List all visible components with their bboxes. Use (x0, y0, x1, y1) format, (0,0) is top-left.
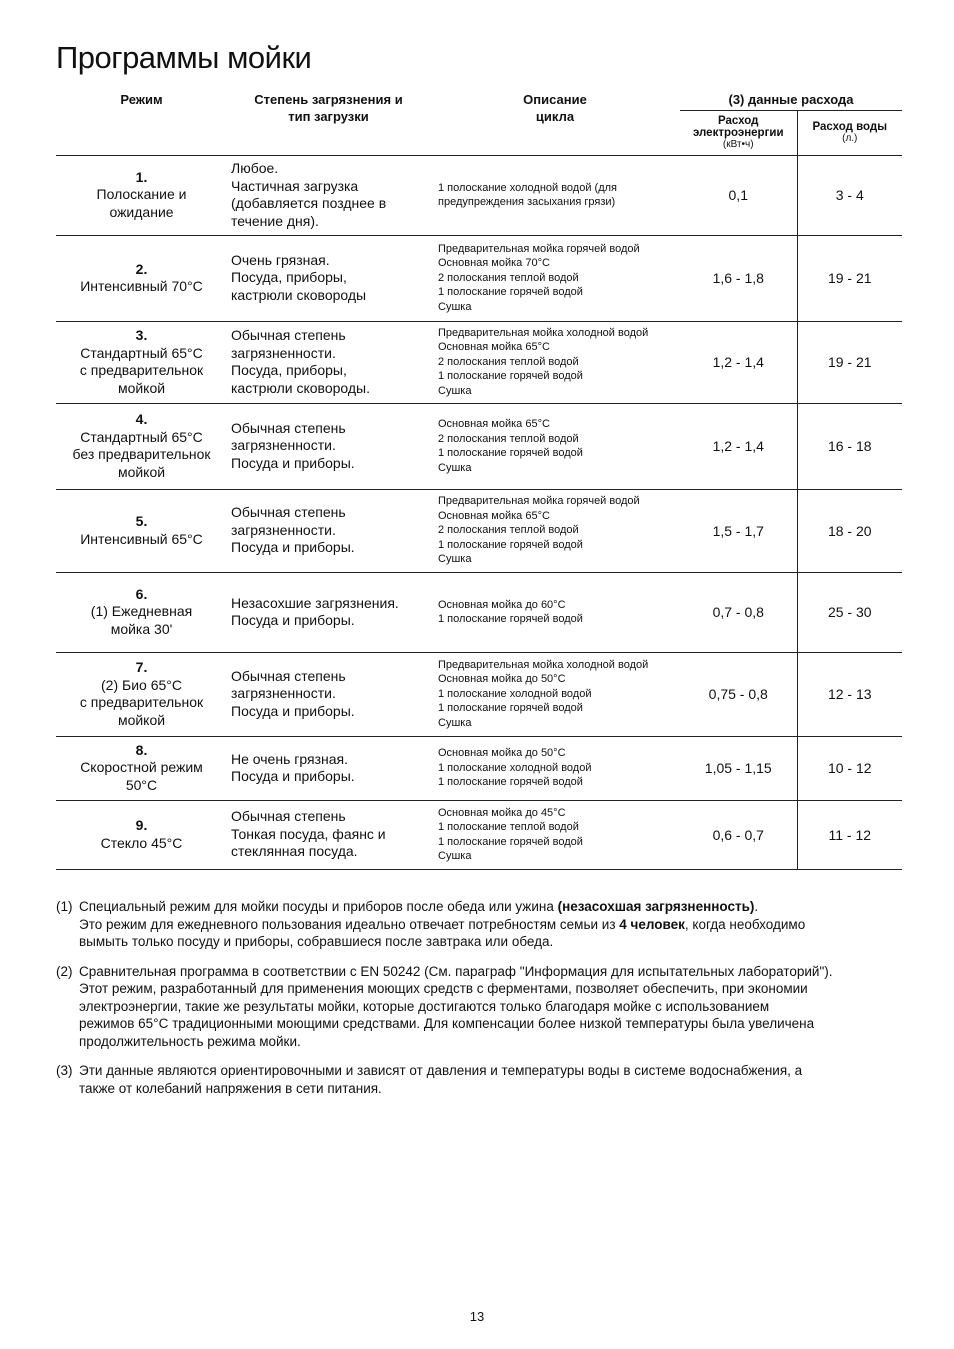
energy-cell: 0,75 - 0,8 (680, 652, 797, 736)
soil-cell: Очень грязная. Посуда, приборы, кастрюли сковороды (227, 235, 430, 321)
soil-cell: Обычная степень загрязненности. Посуда, приборы, кастрюли сковороды. (227, 321, 430, 403)
mode-cell: 3. Стандартный 65°C с предварительнок мойкой (56, 321, 227, 403)
programs-table (56, 88, 902, 870)
table-row (56, 736, 902, 800)
energy-cell: 1,2 - 1,4 (680, 403, 797, 489)
soil-cell: Обычная степень загрязненности. Посуда и приборы. (227, 403, 430, 489)
desc-cell: Предварительная мойка горячей водой Основная мойка 65°C 2 полоскания теплой водой 1 полоскание горячей водой Сушка (430, 489, 680, 572)
footnote-2: (2) Сравнительная программа в соответствии с EN 50242 (См. параграф "Информация для испытательных лабораторий"). Этот режим, разработанный для применения моющих средств с ферментами, позволяет обеспечить, при экономии электроэнергии, такие же результаты мойки, которые достигаются только благодаря мойке с использованием режимов 65°C традиционными моющими средствами. Для компенсации более низкой температуры была увеличена продолжительность режима мойки. (56, 963, 833, 1049)
header-mode: Режим (56, 88, 227, 155)
page-number: 13 (469, 1309, 485, 1324)
soil-cell: Обычная степень Тонкая посуда, фаянс и стеклянная посуда. (227, 800, 430, 869)
mode-cell: 9. Стекло 45°C (56, 800, 227, 869)
water-cell: 10 - 12 (797, 736, 902, 800)
table-row (56, 800, 902, 869)
header-soil: Степень загрязнения и тип загрузки (227, 88, 430, 155)
table-row (56, 321, 902, 403)
soil-cell: Незасохшие загрязнения. Посуда и приборы. (227, 572, 430, 652)
energy-cell: 1,05 - 1,15 (680, 736, 797, 800)
desc-cell: Предварительная мойка холодной водой Основная мойка 65°C 2 полоскания теплой водой 1 полоскание горячей водой Сушка (430, 321, 680, 403)
mode-cell: 4. Стандартный 65°C без предварительнок мойкой (56, 403, 227, 489)
water-cell: 3 - 4 (797, 155, 902, 235)
energy-cell: 1,5 - 1,7 (680, 489, 797, 572)
energy-cell: 0,6 - 0,7 (680, 800, 797, 869)
water-cell: 16 - 18 (797, 403, 902, 489)
mode-cell: 2. Интенсивный 70°C (56, 235, 227, 321)
mode-cell: 7. (2) Био 65°C с предварительнок мойкой (56, 652, 227, 736)
mode-cell: 8. Скоростной режим 50°C (56, 736, 227, 800)
table-row (56, 652, 902, 736)
desc-cell: Основная мойка до 60°C 1 полоскание горячей водой (430, 572, 680, 652)
table-row (56, 489, 902, 572)
footnote-1: (1) Специальный режим для мойки посуды и приборов после обеда или ужина (незасохшая загрязненность). Это режим для ежедневного пользования идеально отвечает потребностям семьи из 4 человек, когда необходимо вымыть только посуду и приборы, собравшиеся после завтрака или обеда. (56, 899, 806, 949)
water-cell: 18 - 20 (797, 489, 902, 572)
table-row (56, 235, 902, 321)
page-title: Программы мойки (56, 40, 312, 75)
table-row (56, 403, 902, 489)
table-row (56, 572, 902, 652)
header-desc: Описание цикла (430, 88, 680, 155)
mode-cell: 6. (1) Ежедневная мойка 30' (56, 572, 227, 652)
soil-cell: Не очень грязная. Посуда и приборы. (227, 736, 430, 800)
table-row (56, 155, 902, 235)
desc-cell: Предварительная мойка горячей водой Основная мойка 70°C 2 полоскания теплой водой 1 полоскание горячей водой Сушка (430, 235, 680, 321)
energy-cell: 1,2 - 1,4 (680, 321, 797, 403)
water-cell: 12 - 13 (797, 652, 902, 736)
water-cell: 19 - 21 (797, 235, 902, 321)
header-consumption: (3) данные расхода (680, 88, 902, 110)
water-cell: 19 - 21 (797, 321, 902, 403)
mode-cell: 1. Полоскание и ожидание (56, 155, 227, 235)
water-cell: 25 - 30 (797, 572, 902, 652)
footnotes (56, 898, 906, 1109)
soil-cell: Любое. Частичная загрузка (добавляется позднее в течение дня). (227, 155, 430, 235)
footnote-marker: (1) (56, 899, 73, 914)
water-cell: 11 - 12 (797, 800, 902, 869)
soil-cell: Обычная степень загрязненности. Посуда и приборы. (227, 652, 430, 736)
mode-cell: 5. Интенсивный 65°C (56, 489, 227, 572)
desc-cell: Основная мойка до 50°C 1 полоскание холодной водой 1 полоскание горячей водой (430, 736, 680, 800)
footnote-marker: (3) (56, 1063, 73, 1078)
desc-cell: Предварительная мойка холодной водой Основная мойка до 50°C 1 полоскание холодной водой 1 полоскание горячей водой Сушка (430, 652, 680, 736)
desc-cell: Основная мойка до 45°C 1 полоскание теплой водой 1 полоскание горячей водой Сушка (430, 800, 680, 869)
header-water: Расход воды (л.) (797, 110, 902, 155)
soil-cell: Обычная степень загрязненности. Посуда и приборы. (227, 489, 430, 572)
header-energy: Расход электроэнергии (кВт•ч) (680, 110, 797, 155)
footnote-marker: (2) (56, 963, 73, 979)
desc-cell: Основная мойка 65°C 2 полоскания теплой водой 1 полоскание горячей водой Сушка (430, 403, 680, 489)
energy-cell: 0,7 - 0,8 (680, 572, 797, 652)
energy-cell: 1,6 - 1,8 (680, 235, 797, 321)
desc-cell: 1 полоскание холодной водой (для предупреждения засыхания грязи) (430, 155, 680, 235)
energy-cell: 0,1 (680, 155, 797, 235)
footnote-3: (3) Эти данные являются ориентировочными и зависят от давления и температуры воды в системе водоснабжения, а также от колебаний напряжения в сети питания. (56, 1063, 803, 1096)
